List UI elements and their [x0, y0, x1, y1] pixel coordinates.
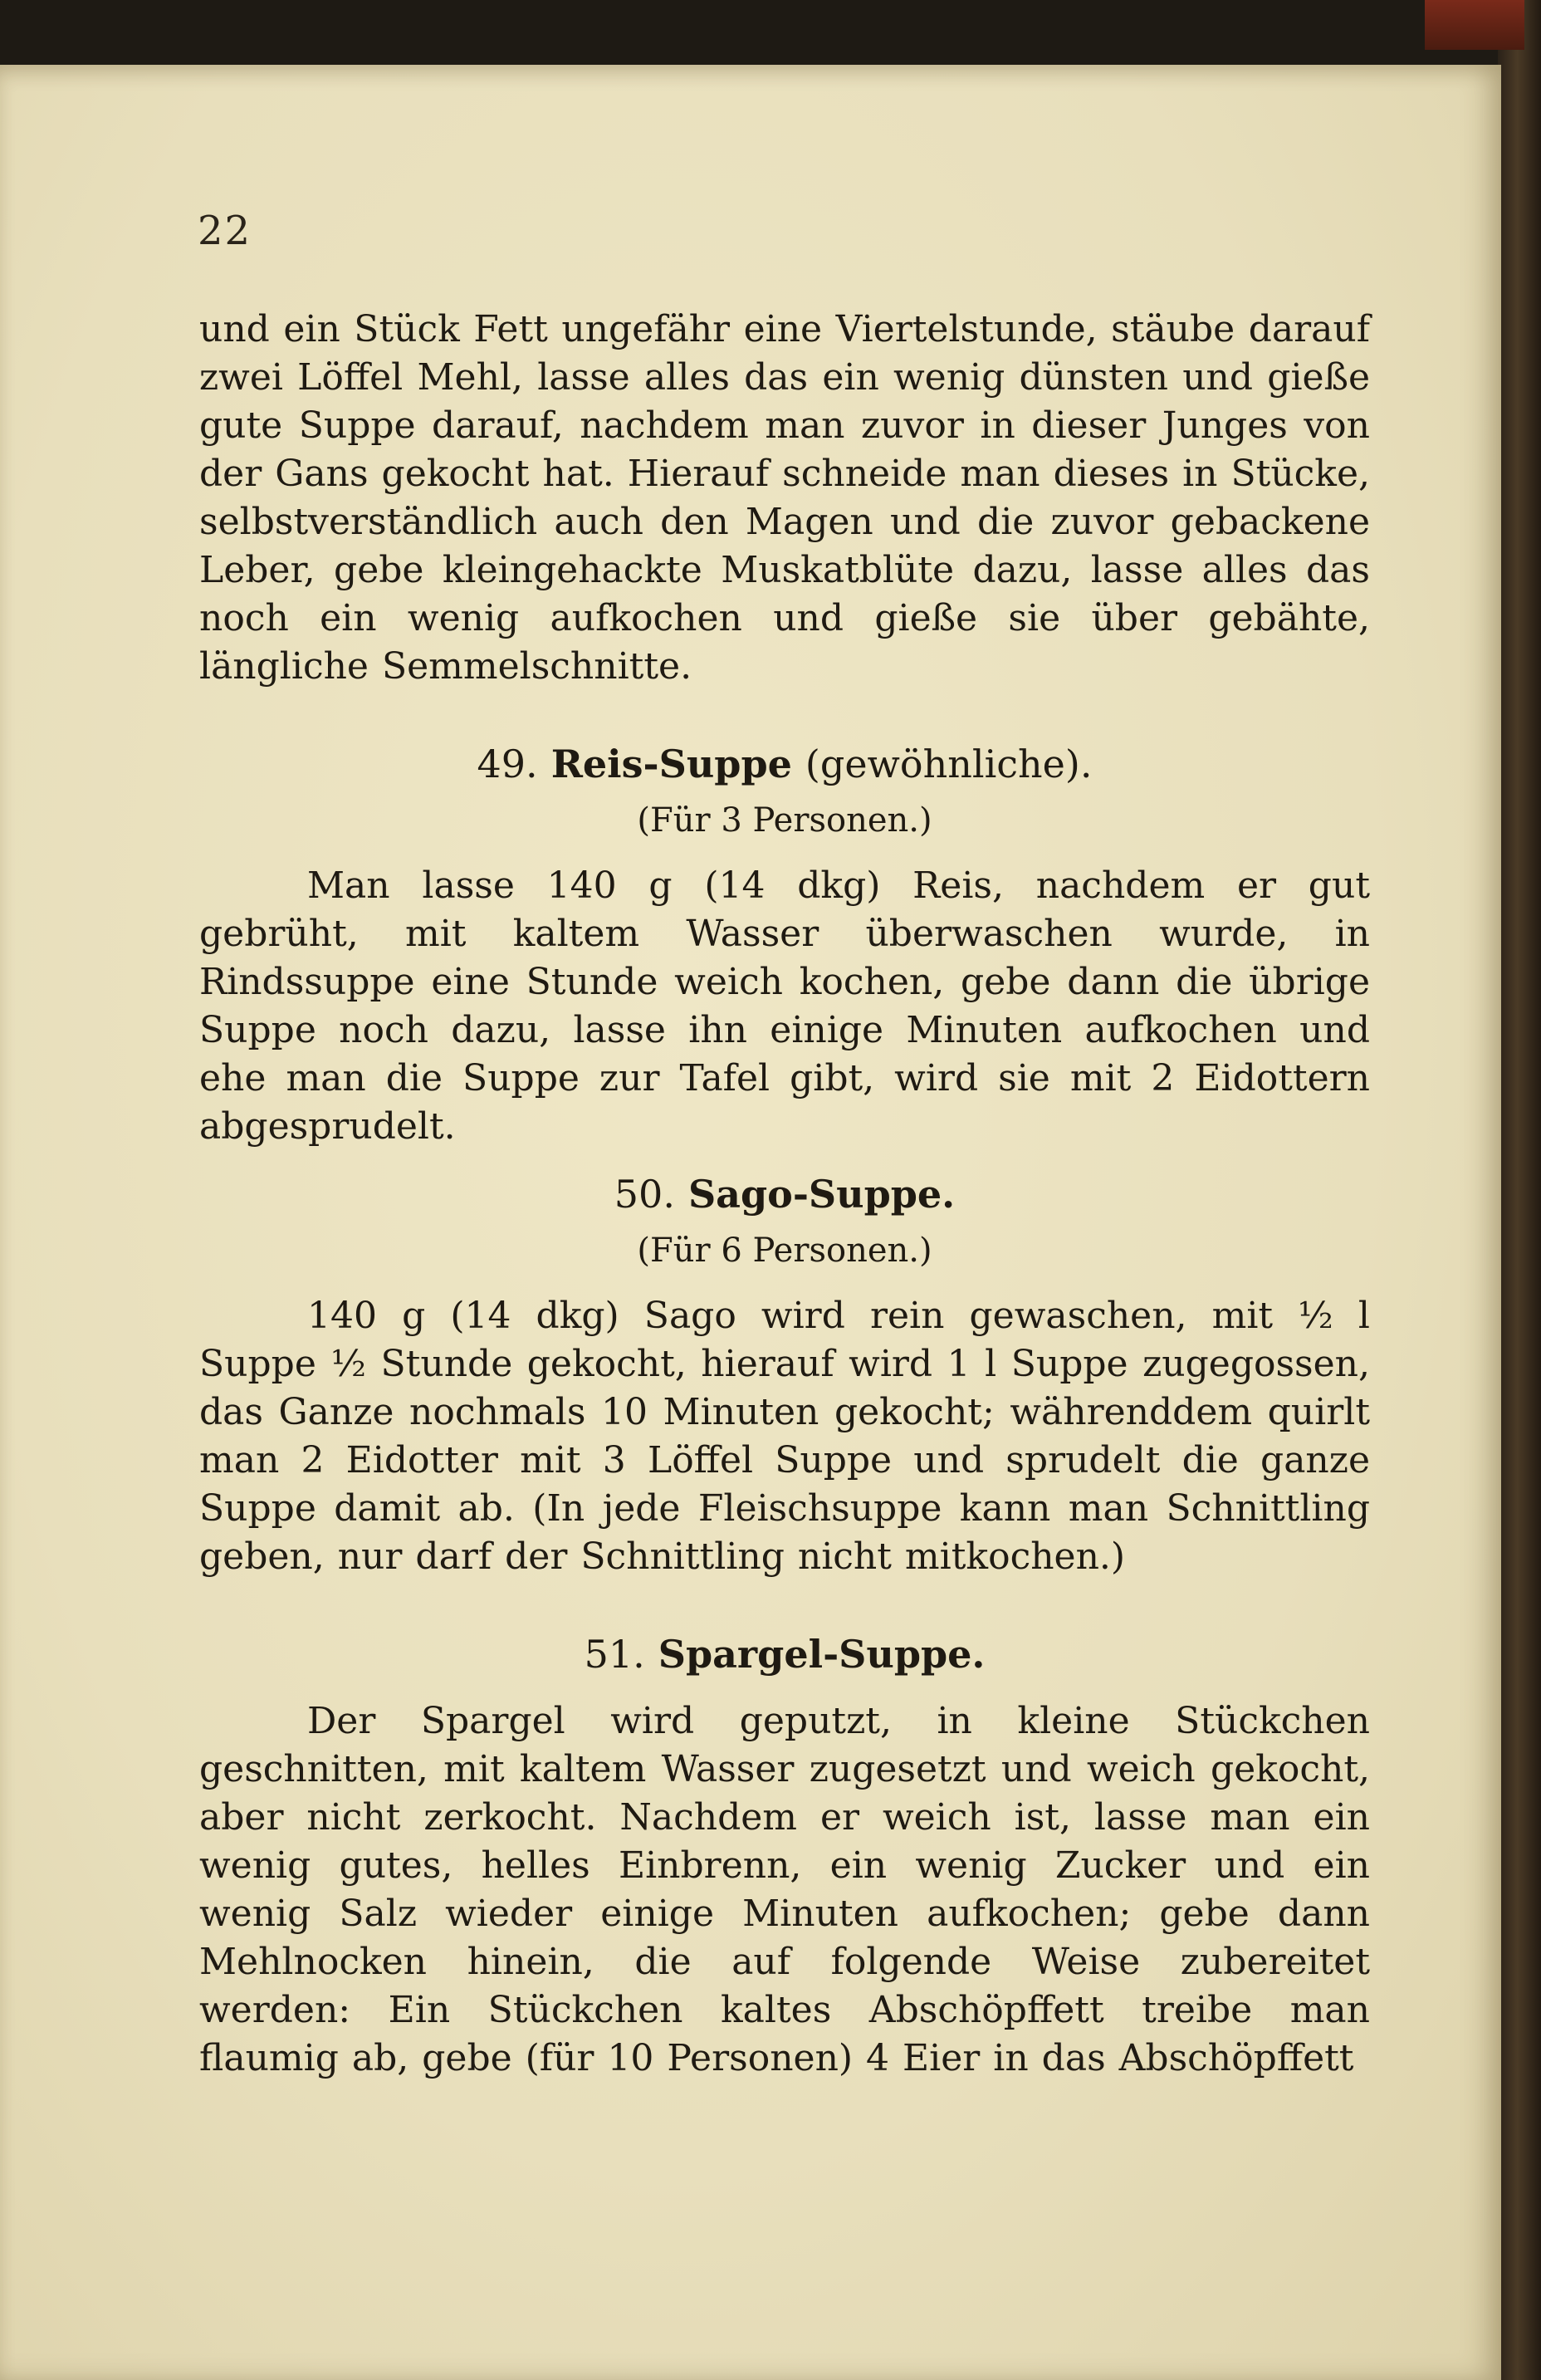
recipe-body-50: 140 g (14 dkg) Sago wird rein gewaschen, mit ½ l Suppe ½ Stunde gekocht, hierauf wird 1 l Suppe zugegossen, das Ganze nochmals 10 Minuten gekocht; währenddem quirlt man 2 Eidotter mit 3 Löffel Suppe und sprudelt die ganze Suppe damit ab. (In jede Fleischsuppe kann man Schnittling geben, nur darf der Schnittling nicht mitkochen.)	[199, 1295, 1370, 1578]
recipe-serving-50: (Für 6 Personen.)	[637, 1232, 932, 1270]
book-page	[0, 65, 1501, 2380]
recipe-heading-51	[199, 1629, 1370, 1679]
recipe-qualifier: (gewöhnliche).	[805, 742, 1093, 786]
recipe-heading-49	[199, 739, 1370, 789]
recipe-number: 49.	[477, 742, 538, 786]
recipe-title: Sago-Suppe.	[687, 1172, 956, 1217]
recipe-number: 51.	[584, 1632, 645, 1677]
recipe-number: 50.	[614, 1172, 675, 1217]
recipe-title: Spargel-Suppe.	[658, 1632, 986, 1677]
recipe-heading-50	[199, 1169, 1370, 1219]
recipe-body-51: Der Spargel wird geputzt, in kleine Stückchen geschnitten, mit kaltem Wasser zugesetzt und weich gekocht, aber nicht zerkocht. Nachdem er weich ist, lasse man ein wenig gutes, helles Einbrenn, ein wenig Zucker und ein wenig Salz wieder einige Minuten aufkochen; gebe dann Mehlnocken hinein, die auf folgende Weise zubereitet werden: Ein Stückchen kaltes Abschöpffett treibe man flaumig ab, gebe (für 10 Personen) 4 Eier in das Abschöpffett	[199, 1700, 1370, 2079]
intro-paragraph: und ein Stück Fett ungefähr eine Viertelstunde, stäube darauf zwei Löffel Mehl, lasse alles das ein wenig dünsten und gieße gute Suppe darauf, nachdem man zuvor in dieser Junges von der Gans gekocht hat. Hierauf schneide man dieses in Stücke, selbstverständlich auch den Magen und die zuvor gebackene Leber, gebe kleingehackte Muskatblüte dazu, lasse alles das noch ein wenig aufkochen und gieße sie über gebähte, längliche Semmelschnitte.	[199, 308, 1370, 688]
page-number: 22	[198, 208, 252, 254]
book-spine	[1498, 0, 1541, 2380]
recipe-title: Reis-Suppe	[550, 742, 792, 786]
bookmark-ribbon	[1425, 0, 1524, 50]
recipe-serving-49: (Für 3 Personen.)	[637, 801, 932, 840]
page-content	[199, 306, 1370, 2083]
recipe-body-49: Man lasse 140 g (14 dkg) Reis, nachdem er gut gebrüht, mit kaltem Wasser überwaschen wurde, in Rindssuppe eine Stunde weich kochen, gebe dann die übrige Suppe noch dazu, lasse ihn einige Minuten aufkochen und ehe man die Suppe zur Tafel gibt, wird sie mit 2 Eidottern abgesprudelt.	[199, 864, 1370, 1148]
